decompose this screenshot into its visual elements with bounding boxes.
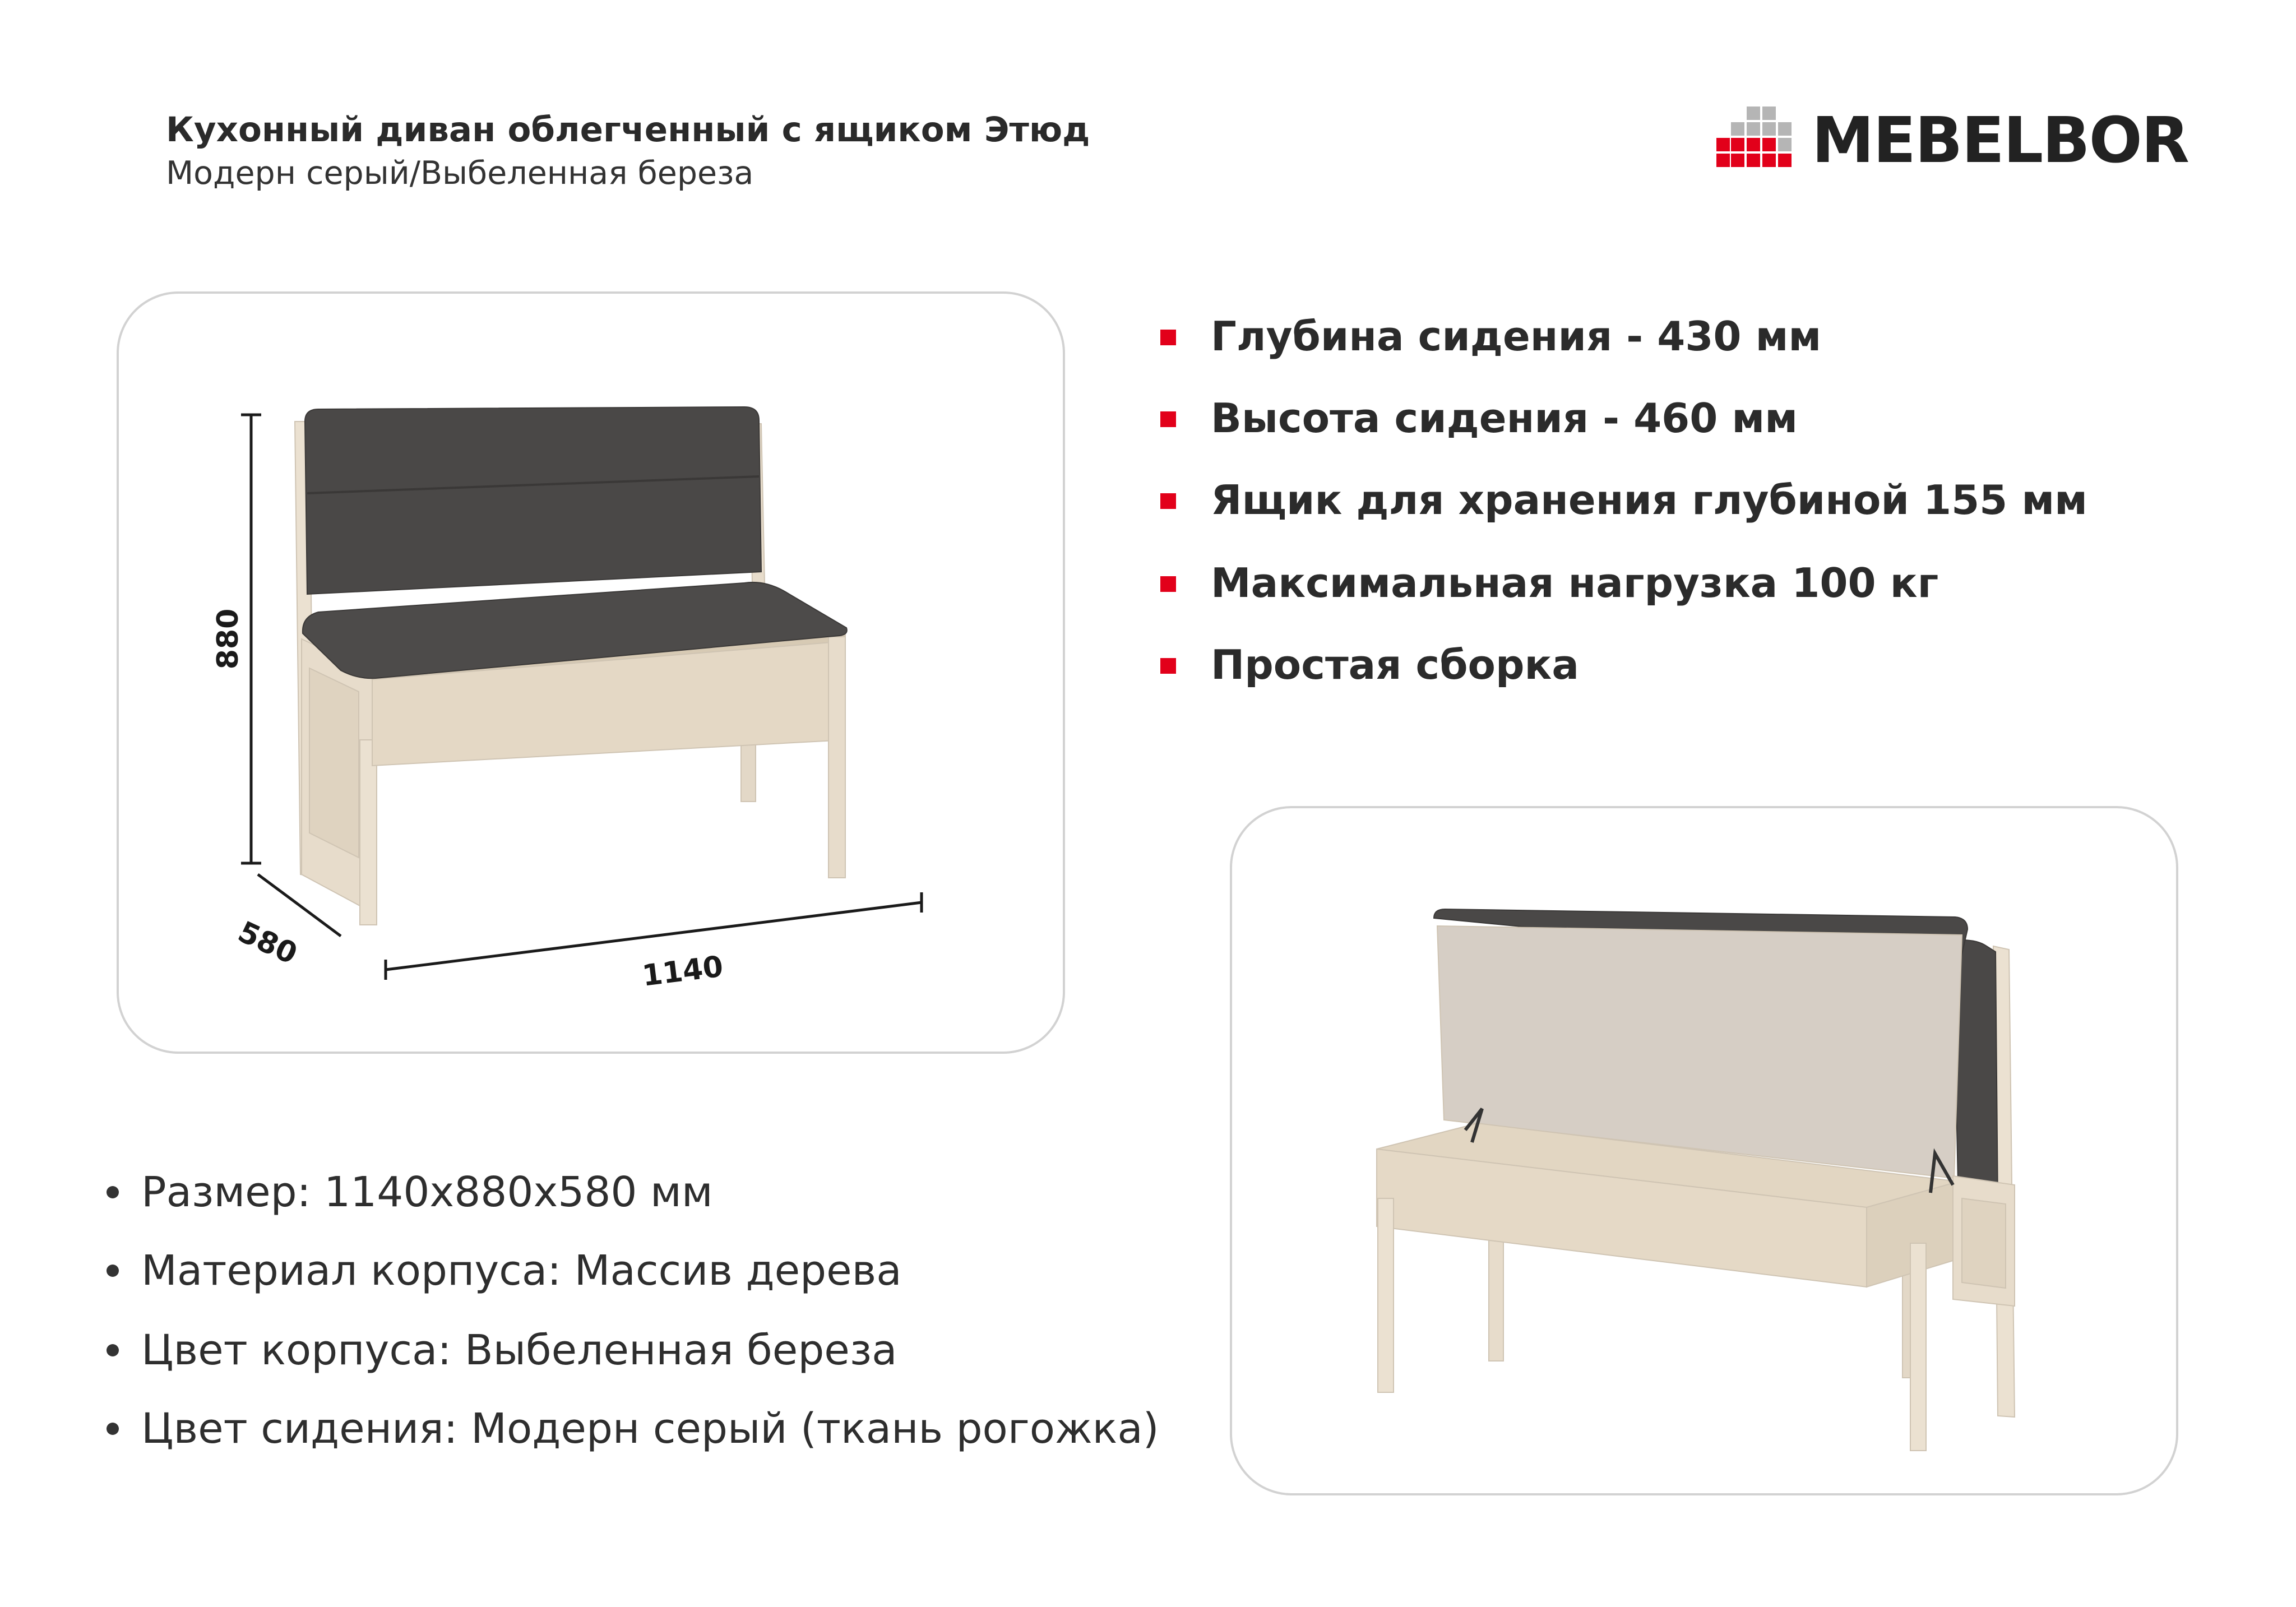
logo-grid-icon [1716, 104, 1800, 177]
red-square-bullet-icon [1160, 576, 1176, 592]
dimension-depth: 580 [233, 915, 303, 971]
brand-logo [1716, 104, 2189, 177]
round-bullet-icon [107, 1344, 119, 1356]
bench-closed [295, 407, 847, 925]
brand-name: MEBELBOR [1812, 104, 2189, 177]
open-bench-panel [1230, 806, 2178, 1495]
dimensions-panel [117, 291, 1065, 1054]
red-square-bullet-icon [1160, 493, 1176, 509]
bench-open [1377, 909, 2015, 1451]
dimension-height: 880 [211, 608, 245, 670]
round-bullet-icon [107, 1265, 119, 1277]
red-square-bullet-icon [1160, 330, 1176, 345]
product-title: Кухонный диван облегченный с ящиком Этюд [166, 110, 1090, 150]
round-bullet-icon [107, 1186, 119, 1198]
round-bullet-icon [107, 1423, 119, 1435]
dimension-width: 1140 [640, 950, 725, 993]
red-square-bullet-icon [1160, 658, 1176, 674]
bench-open-illustration [1230, 806, 2178, 1495]
product-subtitle: Модерн серый/Выбеленная береза [166, 155, 754, 192]
red-square-bullet-icon [1160, 411, 1176, 427]
bench-closed-illustration [117, 291, 1065, 1054]
